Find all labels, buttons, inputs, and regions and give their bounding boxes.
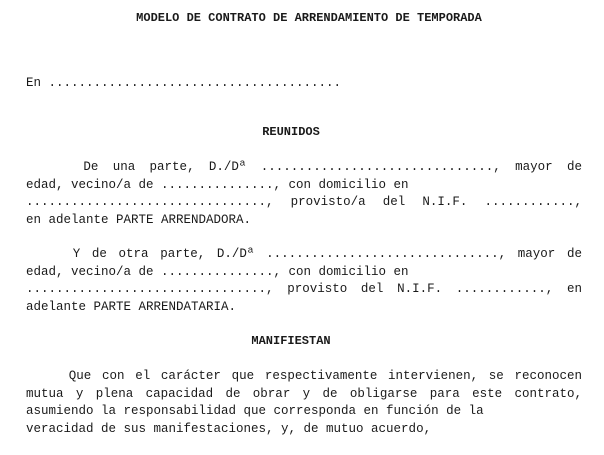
manifiestan-paragraph (26, 368, 582, 438)
party-arrendataria-line-3: ................................, provisto del N.I.F. ............, en (26, 282, 582, 296)
party-arrendataria-line-1: Y de otra parte, D./Dª ..............................., mayor de (26, 247, 582, 261)
manifiestan-line-1: Que con el carácter que respectivamente intervienen, se reconocen (26, 369, 582, 383)
party-arrendadora-line-4: en adelante PARTE ARRENDADORA. (26, 212, 252, 227)
manifiestan-line-4: veracidad de sus manifestaciones, y, de mutuo acuerdo, (26, 421, 432, 436)
document-title: MODELO DE CONTRATO DE ARRENDAMIENTO DE TEMPORADA (136, 11, 482, 25)
party-arrendataria-line-2: edad, vecino/a de ..............., con domicilio en (26, 264, 409, 279)
manifiestan-line-2: mutua y plena capacidad de obrar y de obligarse para este contrato, (26, 386, 582, 401)
manifiestan-heading: MANIFIESTAN (251, 334, 331, 348)
place-line: En ....................................... (26, 76, 342, 90)
party-arrendataria-paragraph (26, 246, 582, 316)
party-arrendadora-line-2: edad, vecino/a de ..............., con domicilio en (26, 177, 409, 192)
reunidos-heading: REUNIDOS (262, 125, 320, 139)
party-arrendataria-line-4: adelante PARTE ARRENDATARIA. (26, 299, 237, 314)
party-arrendadora-line-3: ................................, provisto/a del N.I.F. ............, (26, 195, 582, 209)
manifiestan-line-3: asumiendo la responsabilidad que corresponda en función de la (26, 404, 484, 418)
party-arrendadora-paragraph (26, 159, 582, 229)
party-arrendadora-line-1: De una parte, D./Dª ..............................., mayor de (26, 160, 582, 174)
